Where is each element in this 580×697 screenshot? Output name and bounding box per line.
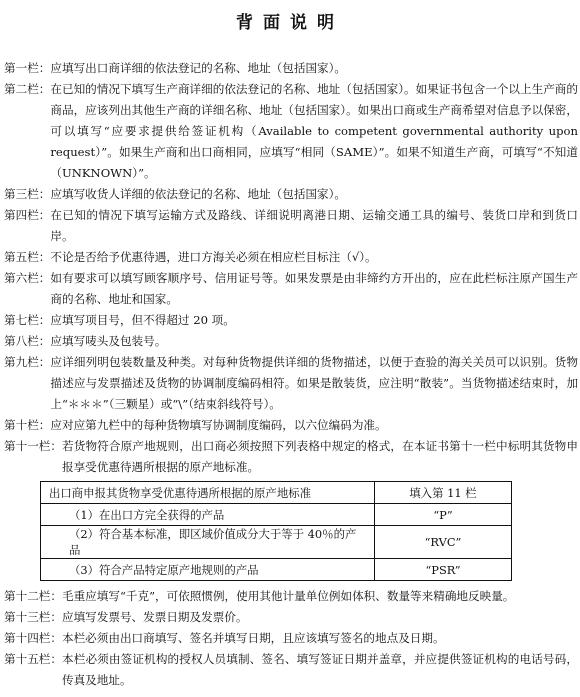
instruction-item bbox=[4, 586, 578, 607]
instruction-item bbox=[4, 268, 578, 310]
item-text: 应对应第九栏中的每种货物填写协调制度编码，以六位编码为准。 bbox=[50, 418, 387, 432]
instruction-item bbox=[4, 415, 578, 436]
item-text: 应填写出口商详细的依法登记的名称、地址（包括国家）。 bbox=[50, 61, 347, 75]
item-text: 本栏必须由出口商填写、签名并填写日期，且应该填写签名的地点及日期。 bbox=[61, 631, 445, 645]
item-label: 第四栏： bbox=[4, 208, 51, 222]
item-text: 若货物符合原产地规则，出口商必须按照下列表格中规定的格式，在本证书第十一栏中标明其货物申报享受优惠待遇所根据的原产地标准。 bbox=[61, 439, 578, 474]
table-row bbox=[41, 504, 512, 526]
item-text: 应填写项目号，但不得超过 20 项。 bbox=[50, 313, 235, 327]
table-row bbox=[41, 526, 512, 559]
instruction-item bbox=[4, 331, 578, 352]
instruction-item bbox=[4, 310, 578, 331]
table-cell-criterion: （2）符合基本标准，即区域价值成分大于等于 40％的产品 bbox=[41, 526, 375, 559]
item-label: 第十二栏： bbox=[4, 589, 62, 603]
item-text: 本栏必须由签证机构的授权人员填制、签名、填写签证日期并盖章，并应提供签证机构的电话号码，传真及地址。 bbox=[61, 652, 578, 687]
item-text: 如有要求可以填写顾客顺序号、信用证号等。如果发票是由非缔约方开出的，应在此栏标注原产国生产商的名称、地址和国家。 bbox=[50, 271, 578, 306]
instruction-item bbox=[4, 58, 578, 79]
table-header-criterion: 出口商申报其货物享受优惠待遇所根据的原产地标准 bbox=[41, 482, 375, 504]
instruction-item bbox=[4, 352, 578, 415]
table-cell-criterion: （3）符合产品特定原产地规则的产品 bbox=[41, 559, 375, 581]
instruction-item bbox=[4, 184, 578, 205]
item-text: 应填写唛头及包装号。 bbox=[50, 334, 167, 348]
instruction-item bbox=[4, 436, 578, 478]
item-label: 第九栏： bbox=[4, 355, 51, 369]
instruction-item bbox=[4, 247, 578, 268]
item-text: 应填写发票号、发票日期及发票价。 bbox=[61, 610, 248, 624]
item-label: 第十五栏： bbox=[4, 652, 62, 666]
table-header-row bbox=[41, 482, 512, 504]
instruction-list bbox=[4, 58, 578, 691]
table-cell-criterion: （1）在出口方完全获得的产品 bbox=[41, 504, 375, 526]
item-label: 第八栏： bbox=[4, 334, 51, 348]
item-text: 毛重应填写“千克”，可依照惯例，使用其他计量单位例如体积、数量等来精确地反映量。 bbox=[61, 589, 515, 603]
item-text: 不论是否给予优惠待遇，进口方海关必须在相应栏目标注（√）。 bbox=[50, 250, 377, 264]
table-header-box11: 填入第 11 栏 bbox=[375, 482, 512, 504]
instruction-item bbox=[4, 79, 578, 184]
item-label: 第十三栏： bbox=[4, 610, 62, 624]
item-label: 第三栏： bbox=[4, 187, 51, 201]
item-label: 第二栏： bbox=[4, 82, 51, 96]
table-cell-code: “P” bbox=[375, 504, 512, 526]
instruction-item bbox=[4, 628, 578, 649]
item-label: 第五栏： bbox=[4, 250, 51, 264]
item-label: 第一栏： bbox=[4, 61, 51, 75]
item-text: 应详细列明包装数量及种类。对每种货物提供详细的货物描述，以便于查验的海关关员可以识别。货物描述应与发票描述及货物的协调制度编码相符。如果是散装货，应注明“散装”。当货物描述结束时，加上“＊＊＊”（三颗星）或“\”（结束斜线符号）。 bbox=[50, 355, 578, 411]
item-label: 第十栏： bbox=[4, 418, 51, 432]
page-title: 背面说明 bbox=[236, 13, 344, 33]
item-label: 第六栏： bbox=[4, 271, 51, 285]
item-text: 在已知的情况下填写生产商详细的依法登记的名称、地址（包括国家）。如果证书包含一个以上生产商的商品，应该列出其他生产商的详细名称、地址（包括国家）。如果出口商或生产商希望对信息予以保密，可以填写“应要求提供给签证机构（Available to competent governmental authority upon request）”。如果生产商和出口商相同，应填写“相同（SAME）”。如果不知道生产商，可填写“不知道（UNKNOWN）”。 bbox=[50, 82, 578, 180]
table-row bbox=[41, 559, 512, 581]
table-cell-code: “PSR” bbox=[375, 559, 512, 581]
instruction-item bbox=[4, 607, 578, 628]
item-text: 应填写收货人详细的依法登记的名称、地址（包括国家）。 bbox=[50, 187, 347, 201]
table-cell-code: “RVC” bbox=[375, 526, 512, 559]
item-text: 在已知的情况下填写运输方式及路线、详细说明离港日期、运输交通工具的编号、装货口岸和到货口岸。 bbox=[50, 208, 578, 243]
instruction-item bbox=[4, 649, 578, 691]
item-label: 第七栏： bbox=[4, 313, 51, 327]
item-label: 第十四栏： bbox=[4, 631, 62, 645]
origin-criteria-table bbox=[40, 481, 512, 581]
item-label: 第十一栏： bbox=[4, 439, 62, 453]
instruction-item bbox=[4, 205, 578, 247]
